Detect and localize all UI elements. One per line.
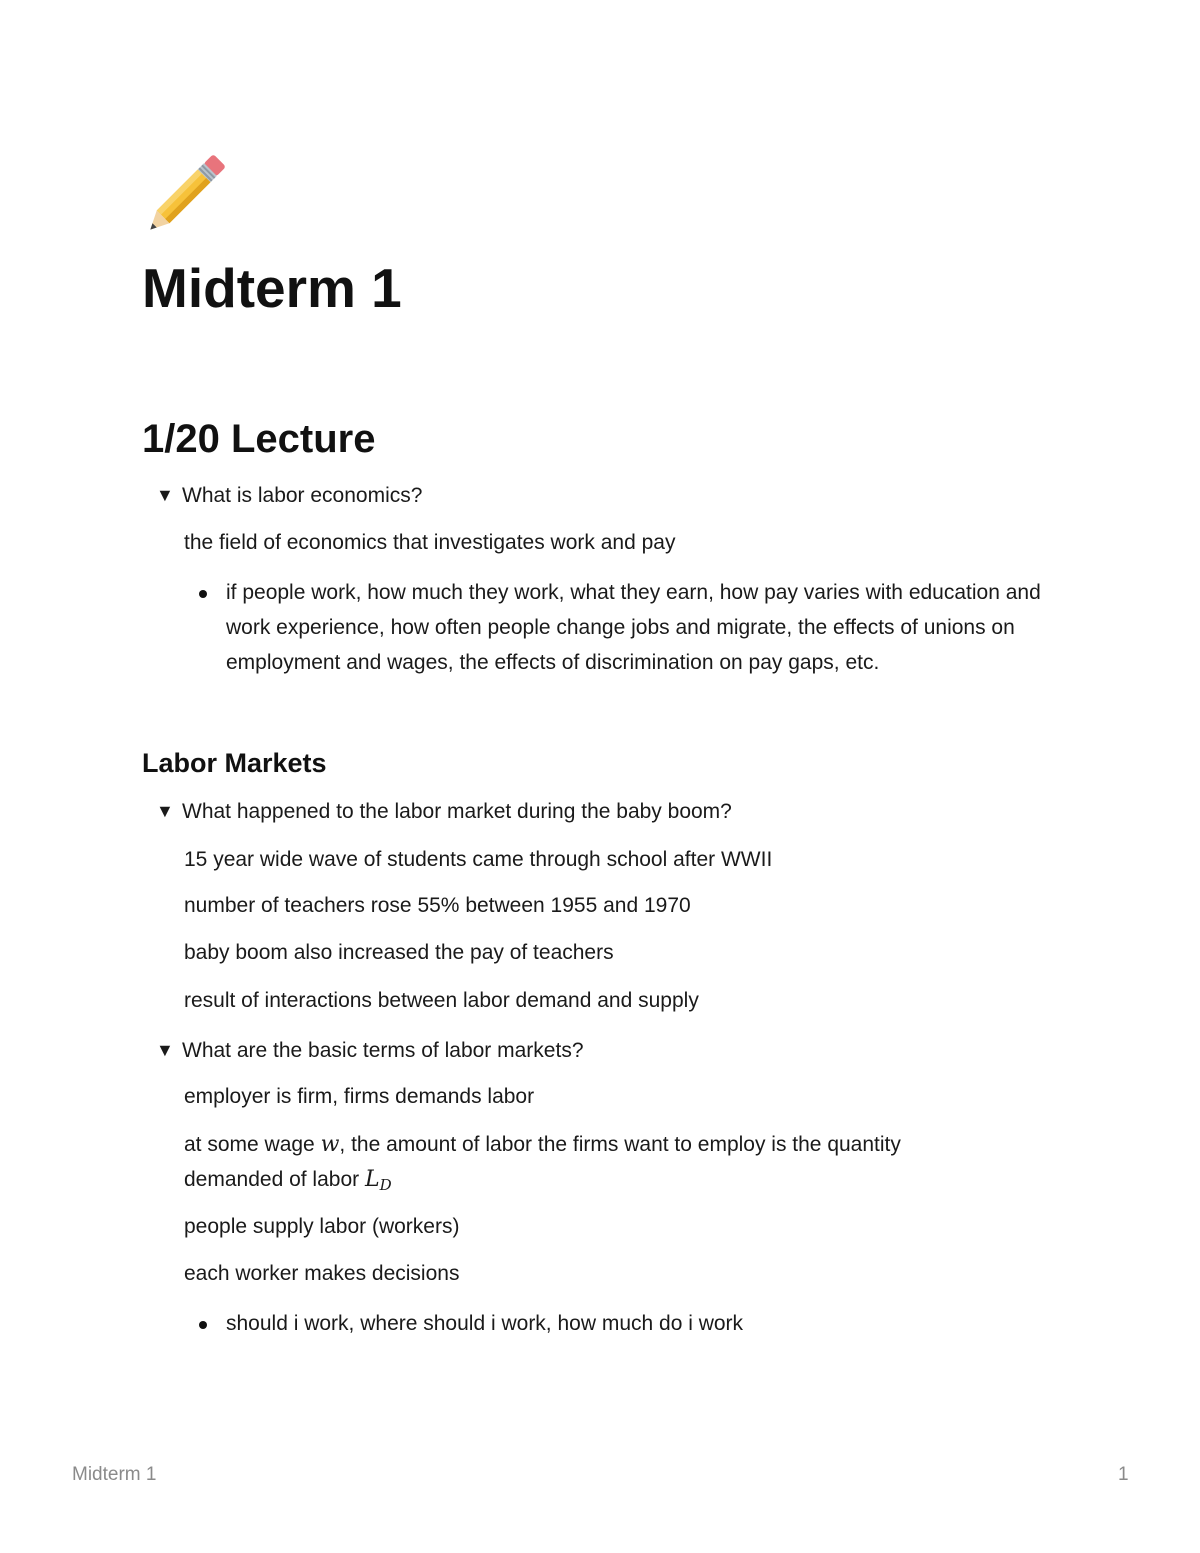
- lecture-heading: 1/20 Lecture: [142, 417, 376, 461]
- toggle-triangle-icon[interactable]: ▼: [156, 801, 174, 821]
- labor-markets-heading: Labor Markets: [142, 748, 327, 778]
- toggle-triangle-icon[interactable]: ▼: [156, 1040, 174, 1060]
- note-line: people supply labor (workers): [184, 1215, 460, 1238]
- toggle-question: What is labor economics?: [182, 484, 423, 507]
- note-line: number of teachers rose 55% between 1955 and 1970: [184, 894, 691, 917]
- note-line: each worker makes decisions: [184, 1262, 460, 1285]
- footer-page-number: 1: [1118, 1464, 1129, 1485]
- list-item: [184, 1306, 1064, 1341]
- toggle-baby-boom[interactable]: [156, 796, 732, 827]
- page-title: Midterm 1: [142, 257, 402, 319]
- labor-demand-symbol: L: [364, 1167, 380, 1192]
- labor-demand-text: demanded of labor: [184, 1168, 365, 1191]
- bullet-icon: [199, 1321, 207, 1329]
- toggle-question: What happened to the labor market during the baby boom?: [182, 800, 732, 823]
- labor-demand-variable: [365, 1167, 392, 1192]
- wage-variable: w: [320, 1132, 340, 1157]
- pencil-icon: [140, 150, 230, 240]
- note-line-labor-demand: [184, 1162, 392, 1203]
- note-line: 15 year wide wave of students came through school after WWII: [184, 848, 773, 871]
- wage-text-start: at some wage: [184, 1133, 321, 1156]
- list-item: [184, 575, 1064, 680]
- labor-demand-subscript: D: [379, 1176, 392, 1194]
- toggle-question: What are the basic terms of labor markets?: [182, 1039, 584, 1062]
- note-line: employer is firm, firms demands labor: [184, 1085, 535, 1108]
- bullet-icon: [199, 590, 207, 598]
- footer-doc-title: Midterm 1: [72, 1464, 157, 1485]
- toggle-basic-terms[interactable]: [156, 1035, 584, 1066]
- toggle-labor-economics[interactable]: [156, 480, 422, 511]
- wage-text-end: , the amount of labor the firms want to employ is the quantity: [339, 1133, 901, 1156]
- note-line-wage: [184, 1127, 901, 1162]
- list-item-text: should i work, where should i work, how much do i work: [226, 1312, 744, 1335]
- note-line: result of interactions between labor demand and supply: [184, 989, 699, 1012]
- list-item-text: if people work, how much they work, what they earn, how pay varies with education and work experience, how often people change jobs and migrate, the effects of unions on employment and wages, the effects of discrimination on pay gaps, etc.: [226, 581, 1041, 674]
- note-line: baby boom also increased the pay of teachers: [184, 941, 614, 964]
- answer-text: the field of economics that investigates work and pay: [184, 531, 676, 554]
- toggle-triangle-icon[interactable]: ▼: [156, 485, 174, 505]
